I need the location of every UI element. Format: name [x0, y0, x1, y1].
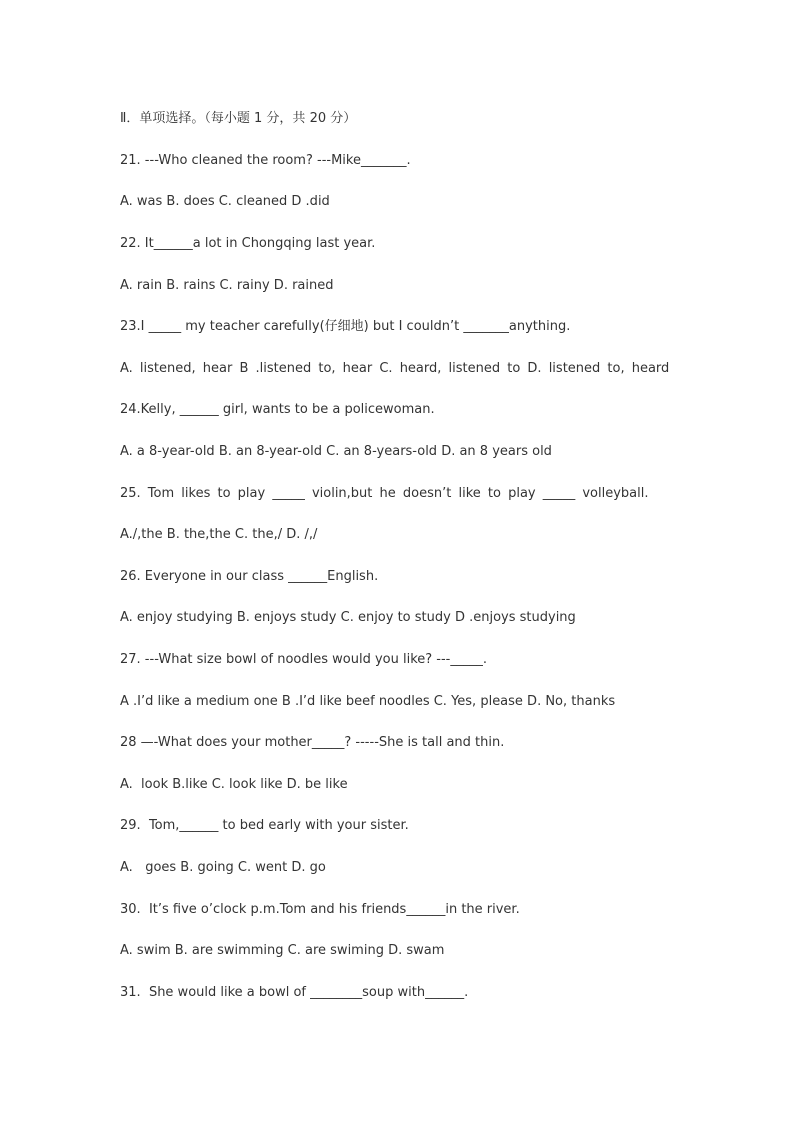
options-24: A. a 8-year-old B. an 8-year-old C. an 8-years-old D. an 8 years old — [120, 444, 552, 459]
section-heading: Ⅱ．单项选择。（每小题 1 分，共 20 分） — [120, 111, 357, 126]
question-31: 31. She would like a bowl of ________soup with______. — [120, 985, 469, 1000]
options-22: A. rain B. rains C. rainy D. rained — [120, 278, 334, 293]
options-25: A./,the B. the,the C. the,/ D. /,/ — [120, 527, 318, 542]
question-26: 26. Everyone in our class ______English. — [120, 569, 379, 584]
options-26: A. enjoy studying B. enjoys study C. enjoy to study D .enjoys studying — [120, 610, 576, 625]
question-29: 29. Tom,______ to bed early with your sister. — [120, 818, 409, 833]
options-21: A. was B. does C. cleaned D .did — [120, 194, 330, 209]
options-30: A. swim B. are swimming C. are swiming D. swam — [120, 943, 445, 958]
question-30: 30. It’s five o’clock p.m.Tom and his friends______in the river. — [120, 902, 520, 917]
question-27: 27. ---What size bowl of noodles would you like? ---_____. — [120, 652, 488, 667]
question-23: 23.I _____ my teacher carefully(仔细地) but I couldn’t _______anything. — [120, 319, 571, 334]
question-21: 21. ---Who cleaned the room? ---Mike_______. — [120, 153, 411, 168]
question-22: 22. It______a lot in Chongqing last year. — [120, 236, 376, 251]
options-28: A. look B.like C. look like D. be like — [120, 777, 348, 792]
question-25: 25. Tom likes to play _____ violin,but he doesn’t like to play _____ volleyball. — [120, 486, 649, 501]
question-28: 28 —-What does your mother_____? -----She is tall and thin. — [120, 735, 505, 750]
options-27: A .I’d like a medium one B .I’d like beef noodles C. Yes, please D. No, thanks — [120, 694, 616, 709]
options-29: A. goes B. going C. went D. go — [120, 860, 326, 875]
question-24: 24.Kelly, ______ girl, wants to be a policewoman. — [120, 402, 435, 417]
options-23: A. listened, hear B .listened to, hear C. heard, listened to D. listened to, heard — [120, 361, 670, 376]
